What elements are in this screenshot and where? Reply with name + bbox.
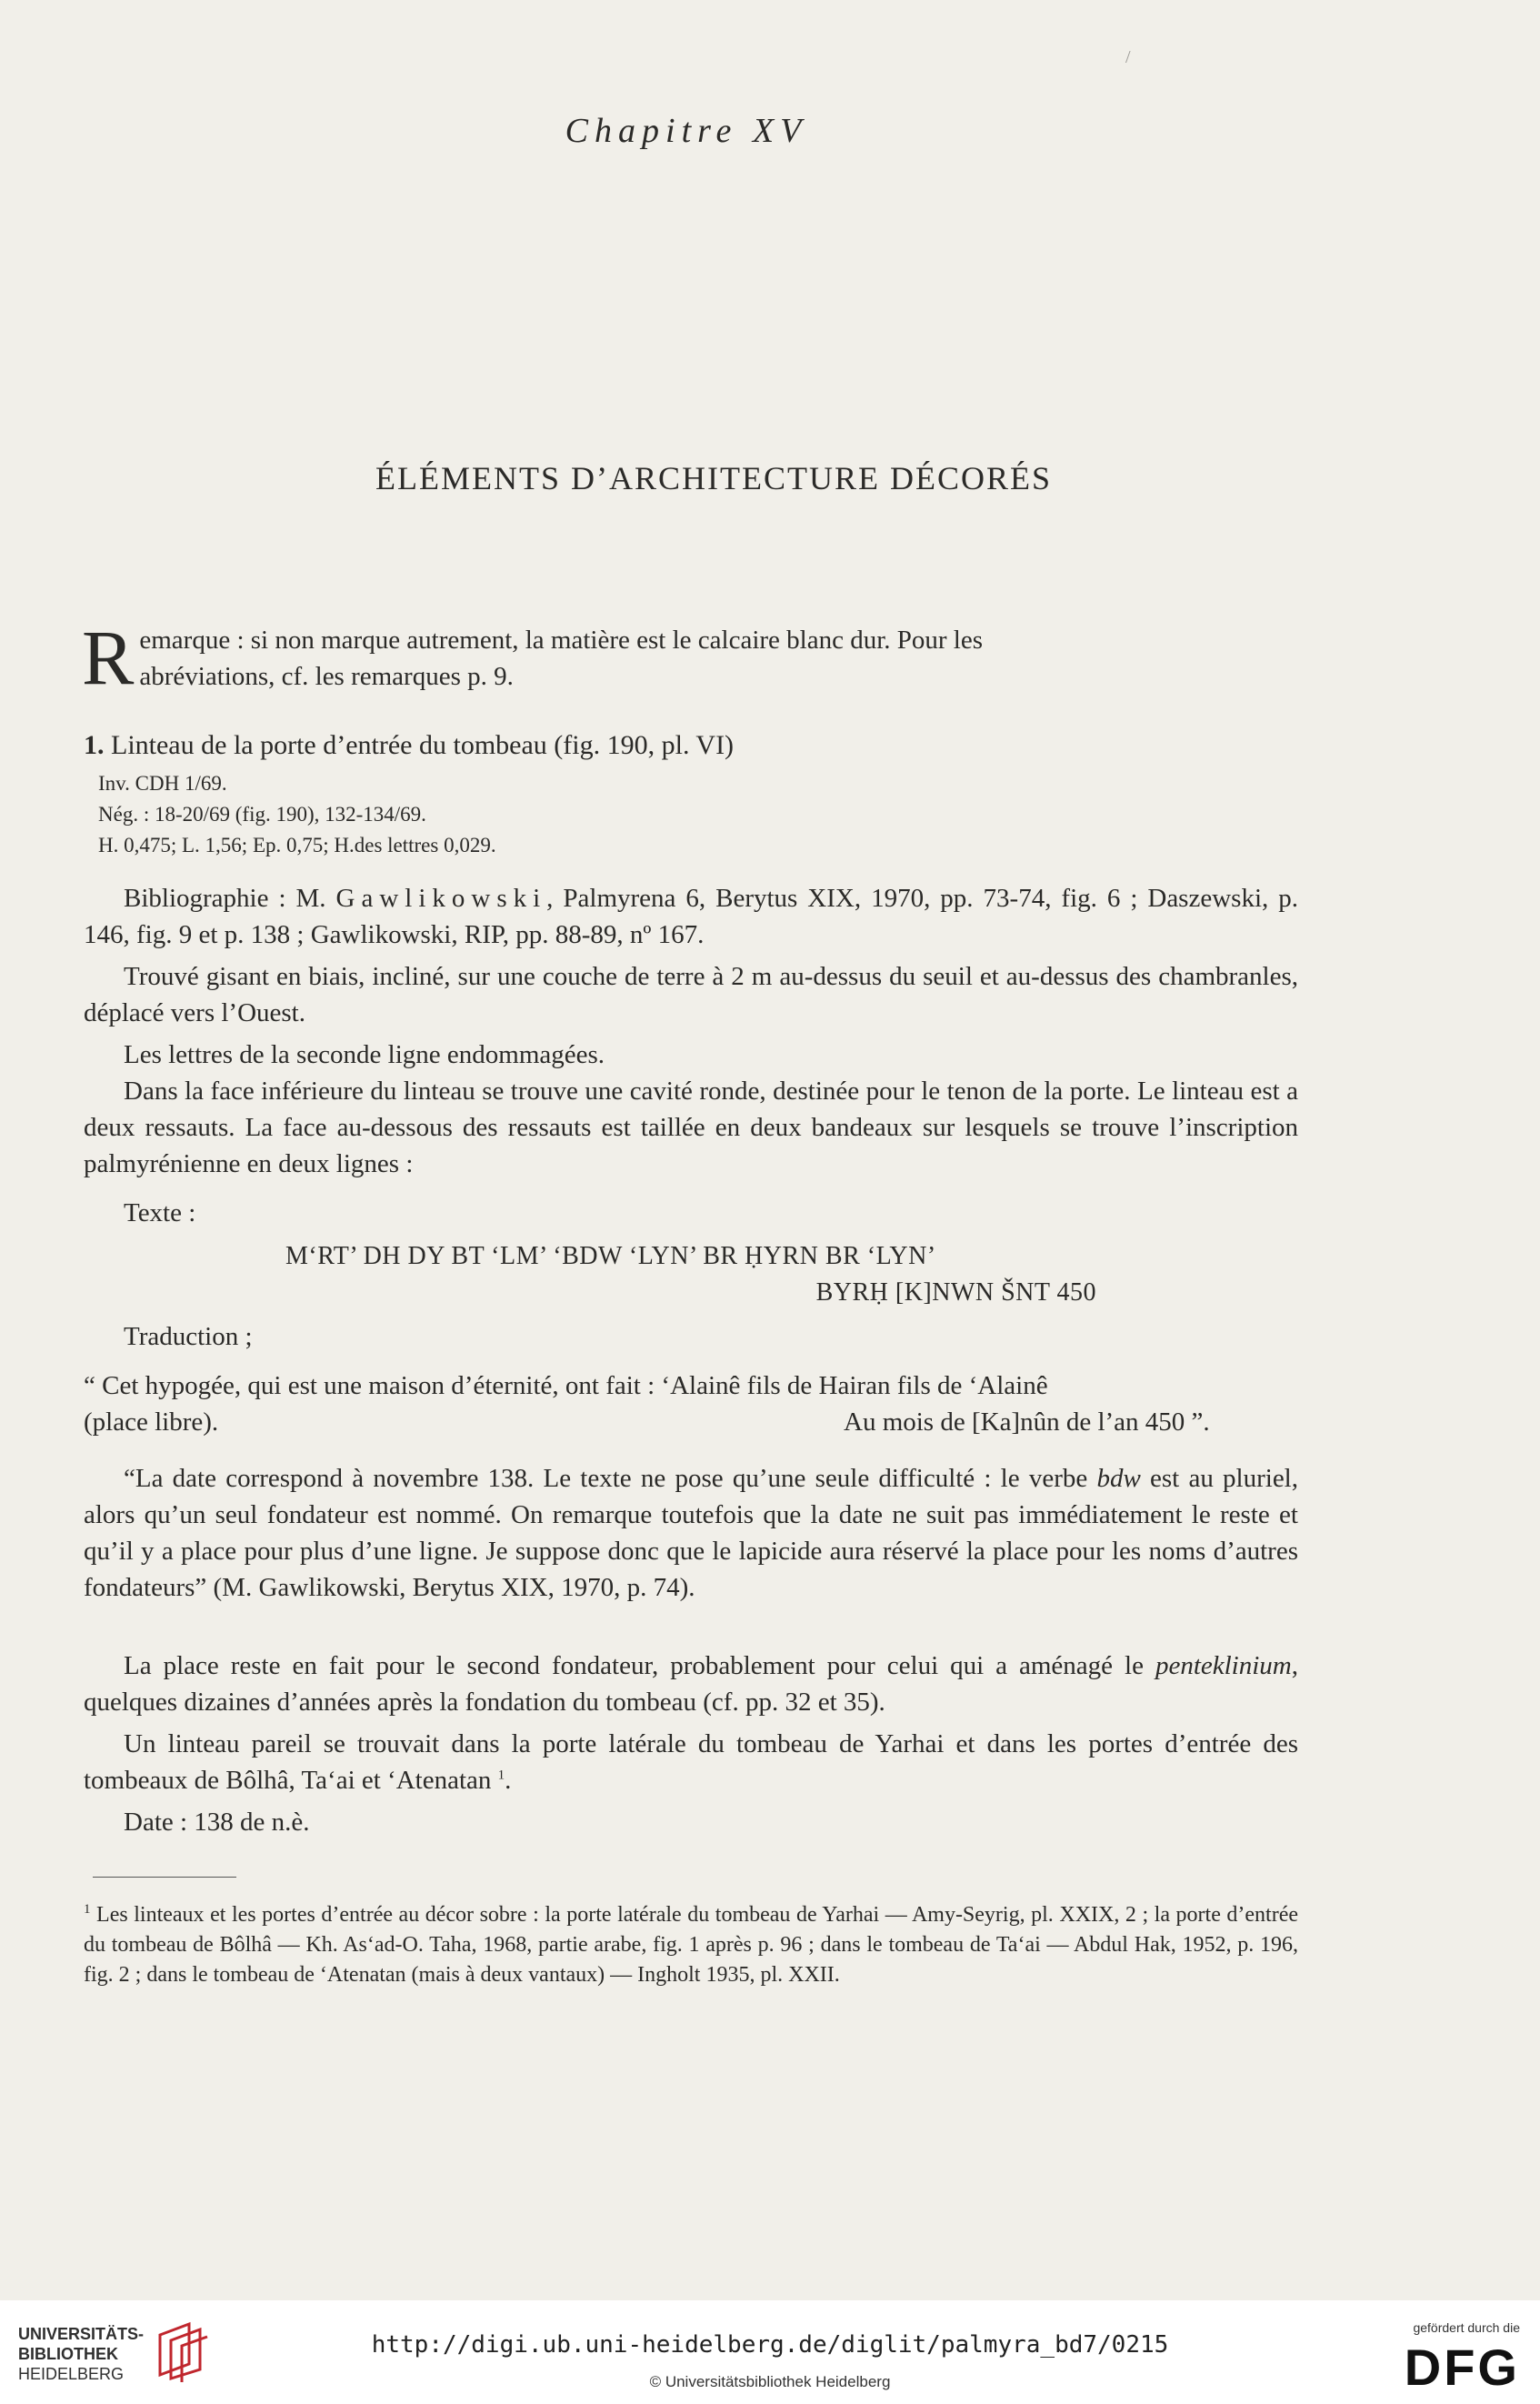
intro-paragraph	[82, 614, 1298, 701]
footer-bar	[0, 2300, 1540, 2404]
entry-number: 1.	[84, 730, 105, 760]
lintel-text: Un linteau pareil se trouvait dans la porte latérale du tombeau de Yarhai et dans les portes d’entrée des tombeaux de Bôlhâ, Ta‘ai et ‘Atenatan	[84, 1729, 1298, 1795]
footnote-text: Les linteaux et les portes d’entrée au décor sobre : la porte latérale du tombeau de Yarhai — Amy-Seyrig, pl. XXIX, 2 ; la porte d’entrée du tombeau de Bôlhâ — Kh. As‘ad-O. Taha, 1968, partie arabe, fig. 1 après p. 96 ; dans le tombeau de Ta‘ai — Abdul Hak, 1952, p. 196, fig. 2 ; dans le tombeau de ‘Atenatan (mais à deux vantaux) — Ingholt 1935, pl. XXII.	[84, 1903, 1298, 1987]
translation-line-2	[84, 1404, 1298, 1440]
translation-line-1: “ Cet hypogée, qui est une maison d’éternité, ont fait : ‘Alainê fils de Hairan fils de ‘Alainê	[84, 1371, 1048, 1400]
bibliography-label: Bibliographie : M.	[124, 884, 336, 913]
inscription-line-2: BYRḤ [K]NWN ŠNT 450	[815, 1278, 1096, 1307]
quotation-part-1: “La date correspond à novembre 138. Le texte ne pose qu’une seule difficulté : le verbe	[124, 1464, 1097, 1493]
place-part-1: La place reste en fait pour le second fondateur, probablement pour celui qui a aménagé le	[124, 1651, 1155, 1680]
description-paragraph: Dans la face inférieure du linteau se trouve une cavité ronde, destinée pour le tenon de la porte. Le linteau est a deux ressauts. La face au-dessous des ressauts est taillée en deux bandeaux sur lesquels se trouve l’inscription palmyrénienne en deux lignes :	[84, 1077, 1298, 1178]
entry-dimensions: H. 0,475; L. 1,56; Ep. 0,75; H.des lettres 0,029.	[98, 834, 496, 856]
copyright-notice: © Universitätsbibliothek Heidelberg	[649, 2373, 891, 2390]
intro-line-1: emarque : si non marque autrement, la matière est le calcaire blanc dur. Pour les	[139, 626, 984, 655]
place-paragraph	[84, 1648, 1298, 1720]
quotation-italic-term: bdw	[1096, 1464, 1141, 1493]
traduction-label: Traduction ;	[124, 1322, 253, 1351]
entry-title-text: Linteau de la porte d’entrée du tombeau (fig. 190, pl. VI)	[104, 730, 735, 760]
letters-paragraph: Les lettres de la seconde ligne endommagées.	[124, 1040, 605, 1069]
date-line: Date : 138 de n.è.	[124, 1808, 310, 1837]
place-italic-term: penteklinium	[1155, 1651, 1292, 1680]
entry-negatives: Nég. : 18-20/69 (fig. 190), 132-134/69.	[98, 803, 426, 826]
library-name-line-2: BIBLIOTHEK	[18, 2345, 118, 2363]
chapter-heading: Chapitre XV	[565, 112, 808, 150]
bibliography-references: , Palmyrena 6, Berytus XIX, 1970, pp. 73-74, fig. 6 ; Daszewski, p. 146, fig. 9 et p. 138 ; Gawlikowski, RIP, pp. 88-89, nº 167.	[84, 884, 1298, 949]
entry-inventory: Inv. CDH 1/69.	[98, 772, 227, 795]
bibliography-paragraph	[84, 880, 1298, 953]
dfg-logo[interactable]: DFG	[1404, 2339, 1520, 2396]
lintel-period: .	[505, 1766, 512, 1795]
inscription-line-1: M‘RT’ DH DY BT ‘LM’ ‘BDW ‘LYN’ BR ḤYRN BR ‘LYN’	[285, 1242, 936, 1270]
footnote-number: 1	[84, 1902, 91, 1917]
drop-cap: R	[82, 614, 135, 701]
translation-date: Au mois de [Ka]nûn de l’an 450 ”.	[844, 1407, 1210, 1437]
footnote	[84, 1900, 1298, 1990]
library-name-line-3: HEIDELBERG	[18, 2365, 125, 2383]
footnote-reference[interactable]: 1	[497, 1768, 505, 1783]
library-name-line-1: UNIVERSITÄTS-	[18, 2325, 145, 2343]
section-title: ÉLÉMENTS D’ARCHITECTURE DÉCORÉS	[375, 460, 1052, 496]
texte-label: Texte :	[124, 1198, 196, 1227]
quotation-part-2: est au pluriel, alors qu’un seul fondateur est nommé. On remarque toutefois que la date ne suit pas immédiatement le reste et qu’il y a place pour plus d’une ligne. Je suppose donc que le lapicide aura réservé la place pour les noms d’autres fondateurs” (M. Gawlikowski, Berytus XIX, 1970, p. 74).	[84, 1464, 1298, 1602]
page-blemish: /	[1125, 47, 1131, 67]
translation-place-libre: (place libre).	[84, 1407, 219, 1437]
lintel-paragraph	[84, 1726, 1298, 1798]
quotation-paragraph	[84, 1460, 1298, 1606]
funding-note: gefördert durch die	[1413, 2320, 1520, 2335]
footnote-divider	[93, 1877, 236, 1878]
intro-line-2: abréviations, cf. les remarques p. 9.	[139, 662, 514, 691]
place-part-2: , quelques dizaines d’années après la fondation du tombeau (cf. pp. 32 et 35).	[84, 1651, 1298, 1717]
bibliography-author: Gawlikowski	[335, 884, 547, 913]
found-paragraph: Trouvé gisant en biais, incliné, sur une couche de terre à 2 m au-dessus du seuil et au-dessus des chambranles, déplacé vers l’Ouest.	[84, 962, 1298, 1027]
entry-title	[84, 727, 1298, 764]
permalink-url[interactable]: http://digi.ub.uni-heidelberg.de/diglit/palmyra_bd7/0215	[371, 2331, 1169, 2359]
